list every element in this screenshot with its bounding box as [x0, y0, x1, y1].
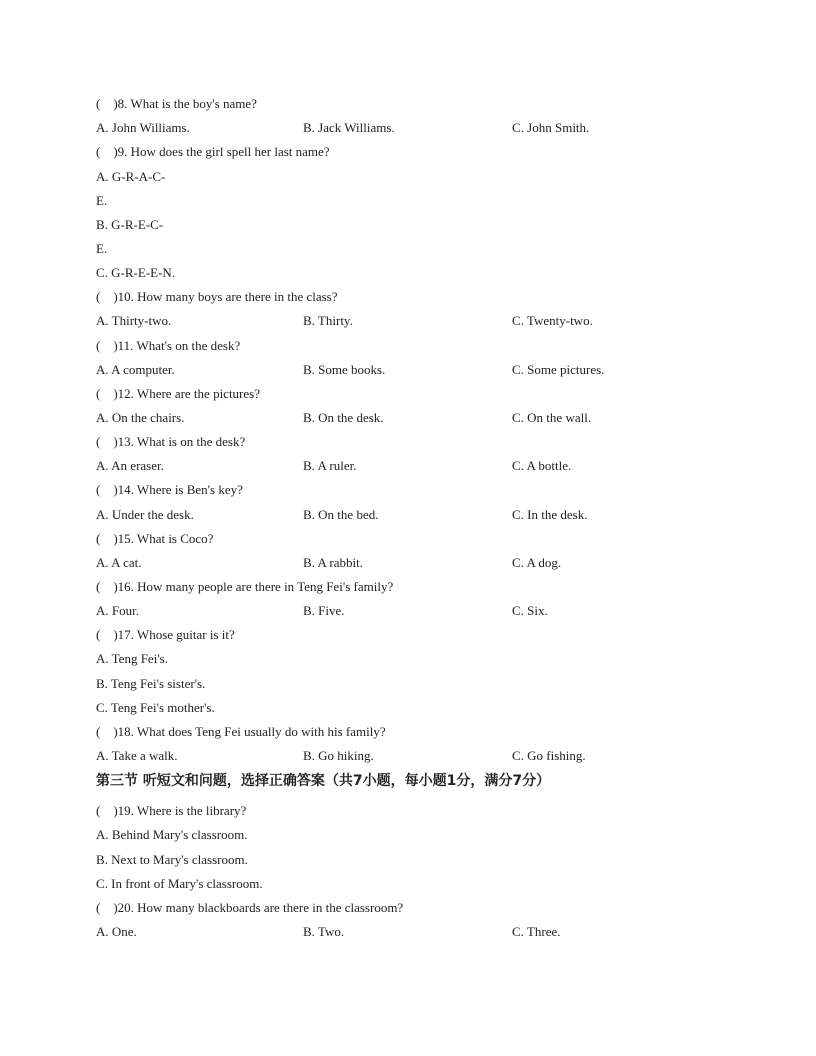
question-11: ( )11. What's on the desk? [96, 338, 241, 353]
option-c: C. Three. [512, 924, 561, 939]
option-c: C. Teng Fei's mother's. [96, 700, 215, 715]
option-a: A. Behind Mary's classroom. [96, 827, 248, 842]
option-c: C. Six. [512, 603, 548, 618]
options-14 [96, 507, 736, 523]
option-a: A. Four. [96, 603, 139, 618]
question-17: ( )17. Whose guitar is it? [96, 627, 235, 642]
option-b: B. Next to Mary's classroom. [96, 852, 248, 867]
option-c: C. Twenty-two. [512, 313, 593, 328]
option-a: A. Teng Fei's. [96, 651, 168, 666]
option-c: C. In the desk. [512, 507, 588, 522]
options-18 [96, 748, 736, 764]
question-10: ( )10. How many boys are there in the class? [96, 289, 338, 304]
options-13 [96, 458, 736, 474]
question-18: ( )18. What does Teng Fei usually do with his family? [96, 724, 386, 739]
option-c: C. A bottle. [512, 458, 572, 473]
question-12: ( )12. Where are the pictures? [96, 386, 260, 401]
options-12 [96, 410, 736, 426]
question-14: ( )14. Where is Ben's key? [96, 482, 243, 497]
question-20: ( )20. How many blackboards are there in the classroom? [96, 900, 404, 915]
option-b: B. Five. [303, 603, 345, 618]
option-c: C. Go fishing. [512, 748, 586, 763]
option-b: B. Some books. [303, 362, 386, 377]
option-a: A. A computer. [96, 362, 175, 377]
question-16: ( )16. How many people are there in Teng Fei's family? [96, 579, 394, 594]
option-a-line-2: E. [96, 193, 108, 208]
option-c: C. Some pictures. [512, 362, 605, 377]
option-b: B. Thirty. [303, 313, 353, 328]
option-a: A. Take a walk. [96, 748, 178, 763]
option-c: C. On the wall. [512, 410, 592, 425]
option-b: B. Teng Fei's sister's. [96, 676, 206, 691]
options-10 [96, 313, 736, 329]
option-b-line-1: B. G-R-E-C- [96, 217, 164, 232]
option-b: B. Jack Williams. [303, 120, 395, 135]
option-a: A. An eraser. [96, 458, 164, 473]
option-b: B. On the bed. [303, 507, 379, 522]
options-11 [96, 362, 736, 378]
option-b: B. A ruler. [303, 458, 357, 473]
option-c: C. John Smith. [512, 120, 590, 135]
options-20 [96, 924, 736, 940]
option-a: A. On the chairs. [96, 410, 185, 425]
option-c: C. A dog. [512, 555, 562, 570]
option-c: C. In front of Mary's classroom. [96, 876, 263, 891]
option-b: B. On the desk. [303, 410, 384, 425]
option-b: B. Two. [303, 924, 345, 939]
question-9: ( )9. How does the girl spell her last name? [96, 144, 330, 159]
question-15: ( )15. What is Coco? [96, 531, 214, 546]
section-title: 第三节 听短文和问题，选择正确答案（共7小题，每小题1分，满分7分） [96, 773, 551, 789]
option-b: B. A rabbit. [303, 555, 363, 570]
question-13: ( )13. What is on the desk? [96, 434, 246, 449]
options-16 [96, 603, 736, 619]
options-15 [96, 555, 736, 571]
option-b: B. Go hiking. [303, 748, 374, 763]
option-a: A. Thirty-two. [96, 313, 172, 328]
option-c: C. G-R-E-E-N. [96, 265, 176, 280]
option-a: A. John Williams. [96, 120, 190, 135]
options-8 [96, 120, 736, 136]
option-b-line-2: E. [96, 241, 108, 256]
option-a: A. One. [96, 924, 137, 939]
question-8: ( )8. What is the boy's name? [96, 96, 257, 111]
option-a: A. Under the desk. [96, 507, 194, 522]
question-19: ( )19. Where is the library? [96, 803, 247, 818]
option-a: A. A cat. [96, 555, 142, 570]
option-a-line-1: A. G-R-A-C- [96, 169, 166, 184]
